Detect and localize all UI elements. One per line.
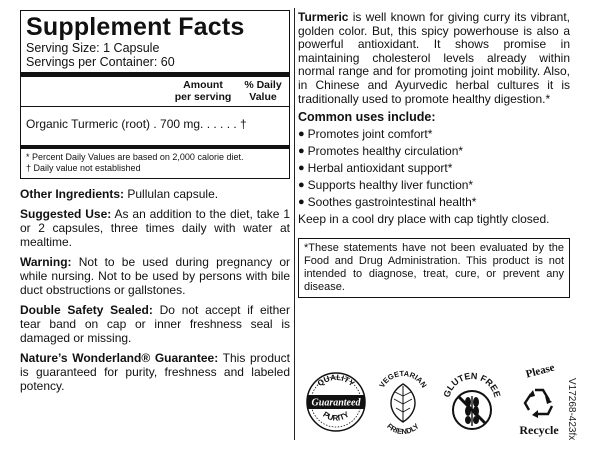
bullet-icon: ● [298,196,305,209]
serving-size: Serving Size: 1 Capsule [26,41,160,55]
common-uses-list [298,126,570,211]
list-item: ● Supports healthy liver function* [298,178,474,193]
bullet-icon: ● [298,128,305,141]
warning: Warning: Not to be used during pregnancy or while nursing. Not to be used by persons with bile duct obstructions or gallstones. [20,255,290,297]
quality-guaranteed-seal-icon [305,366,367,438]
double-safety-sealed: Double Safety Sealed: Do not accept if either tear band on cap or inner freshness seal is damaged or missing. [20,303,290,345]
servings-per-container: Servings per Container: 60 [26,55,175,69]
purity-text: PURITY [321,409,351,423]
vegetarian-text: VEGETARIAN [377,368,429,390]
common-uses-heading: Common uses include: [298,110,436,125]
bullet-icon: ● [298,162,305,175]
please-text: Please [524,362,556,381]
bullet-icon: ● [298,179,305,192]
friendly-text: FRIENDLY [385,421,421,437]
supplement-facts-title: Supplement Facts [26,13,245,41]
storage-instructions: Keep in a cool dry place with cap tightly closed. [298,212,550,227]
list-item: ● Promotes healthy circulation* [298,144,464,159]
right-column [298,10,570,298]
facts-column-headers [26,77,284,106]
vegetarian-friendly-icon [373,364,433,440]
left-column [20,10,290,393]
certification-badges [305,362,565,442]
gluten-free-text: GLUTEN FREE [441,370,503,399]
ingredient-row [26,107,284,145]
other-ingredients: Other Ingredients: Pullulan capsule. [20,187,219,201]
supplement-facts-panel [20,10,290,179]
product-code: V17268-423fx [566,378,577,441]
guarantee: Nature’s Wonderland® Guarantee: This product is guaranteed for purity, freshness and labeled potency. [20,351,290,393]
quality-text: QUALITY [315,372,357,389]
footnote-daily-values: * Percent Daily Values are based on 2,000 calorie diet. [26,152,244,162]
recycle-text: Recycle [519,423,559,437]
list-item: ● Soothes gastrointestinal health* [298,195,477,210]
column-divider [294,8,295,440]
list-item: ● Promotes joint comfort* [298,127,433,142]
turmeric-description: Turmeric is well known for giving curry its vibrant, golden color. But, this spicy powerhouse is also a powerful antioxidant. It shows promise in maintaining cholesterol levels already within normal range and for promoting joint mobility. Also, in Chinese and Ayurvedic herbal cultures it is traditionally used to promote healthy digestion.* [298,10,570,106]
suggested-use: Suggested Use: As an addition to the diet, take 1 or 2 capsules, three times daily with water at mealtime. [20,207,290,249]
list-item: ● Herbal antioxidant support* [298,161,453,176]
footnote-not-established: † Daily value not established [26,163,141,173]
daily-value-header: % Daily Value [244,79,282,103]
gluten-free-icon [441,364,503,440]
svg-text:FRIENDLY [385,422,421,437]
bullet-icon: ● [298,145,305,158]
recycle-icon [511,362,567,442]
fda-disclaimer: *These statements have not been evaluated by the Food and Drug Administration. This product is not intended to diagnose, treat, cure, or prevent any disease. [298,238,570,298]
guaranteed-text: Guaranteed [311,397,361,409]
ingredient-turmeric: Organic Turmeric (root) . 700 mg. . . . . . † [26,117,247,131]
amount-per-serving-header: Amount per serving [174,79,232,103]
